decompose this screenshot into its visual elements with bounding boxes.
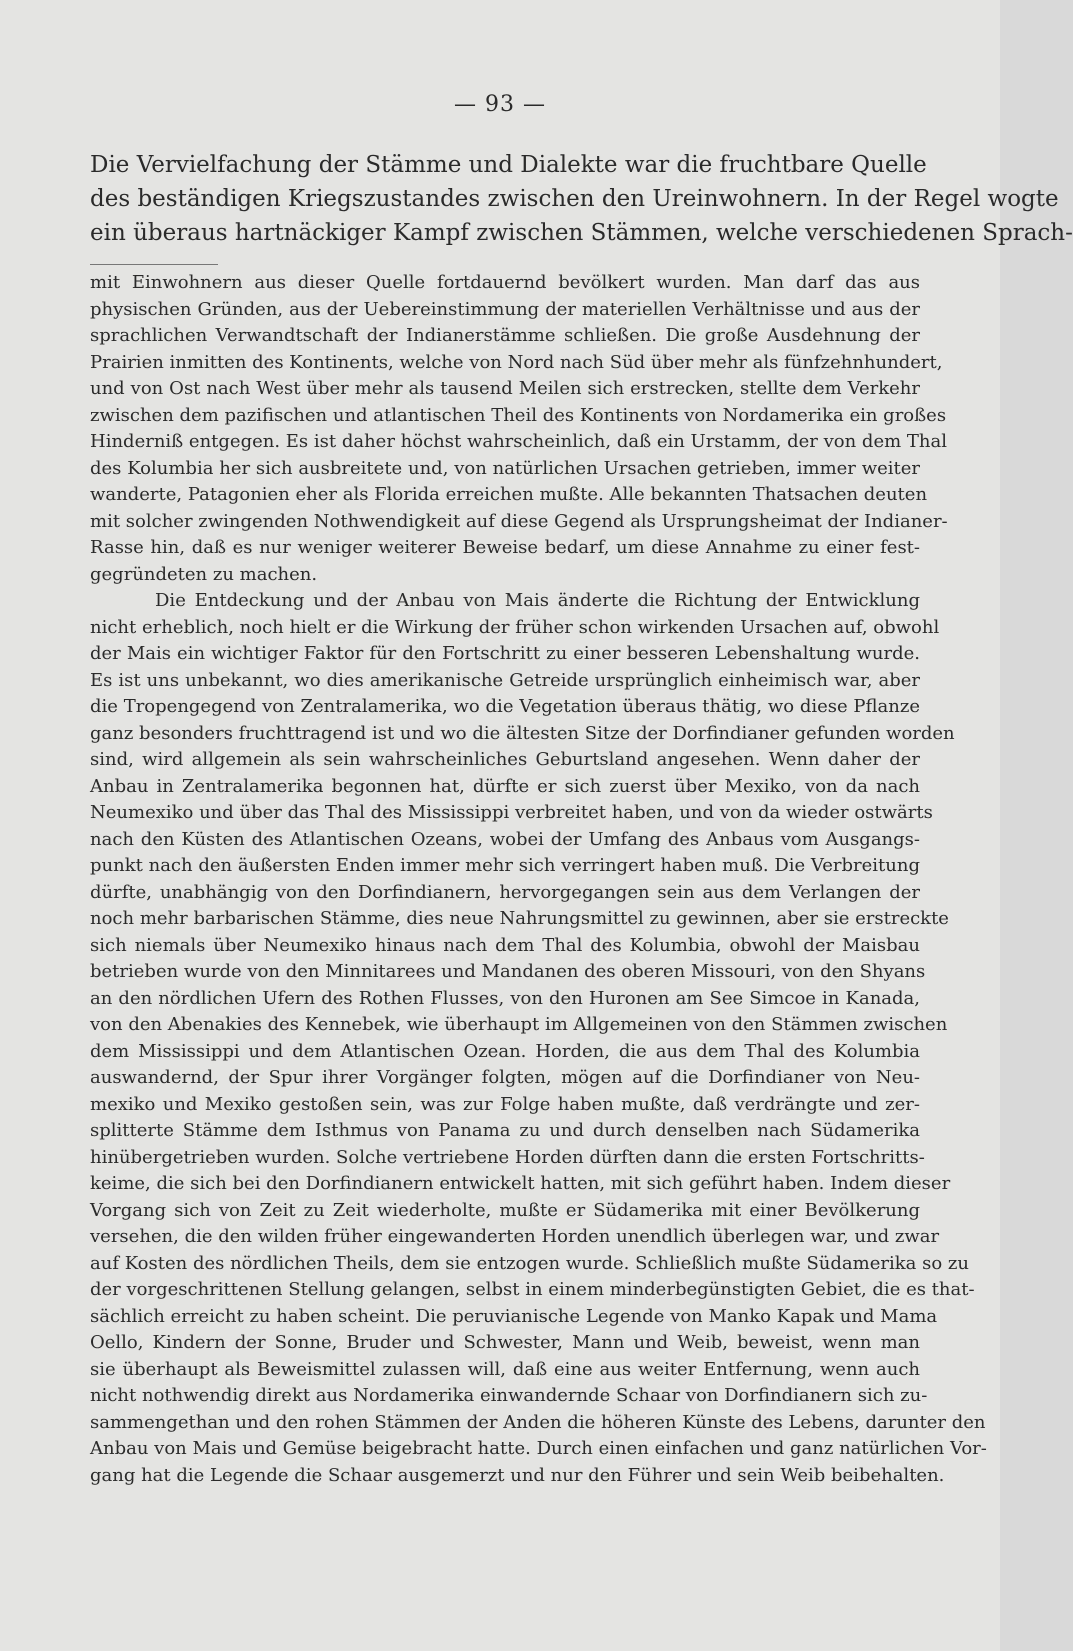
footnote-line: der Mais ein wichtiger Faktor für den Fortschritt zu einer besseren Lebenshaltung wurde. [90,643,920,664]
footnote-line: mexiko und Mexiko gestoßen sein, was zur Folge haben mußte, daß verdrängte und zer- [90,1093,920,1115]
footnote-line: nicht nothwendig direkt aus Nordamerika einwandernde Schaar von Dorfindianern sich zu- [90,1385,928,1406]
footnote-line: von den Abenakies des Kennebek, wie überhaupt im Allgemeinen von den Stämmen zwischen [90,1014,948,1035]
footnote-line: nicht erheblich, noch hielt er die Wirkung der früher schon wirkenden Ursachen auf, obwohl [90,616,940,638]
page-number: — 93 — [454,92,546,117]
footnote-line: Anbau in Zentralamerika begonnen hat, dürfte er sich zuerst über Mexiko, von da nach [90,775,920,797]
footnote-divider [90,264,218,265]
footnote-line: gang hat die Legende die Schaar ausgemerzt und nur den Führer und sein Weib beibehalten. [90,1464,945,1486]
main-text-line: ein überaus hartnäckiger Kampf zwischen Stämmen, welche verschiedenen Sprach- [90,220,1073,246]
footnote-line: auswandernd, der Spur ihrer Vorgänger folgten, mögen auf die Dorfindianer von Neu- [90,1067,920,1088]
footnote-line: an den nördlichen Ufern des Rothen Flusses, von den Huronen am See Simcoe in Kanada, [90,987,920,1009]
footnote-line: auf Kosten des nördlichen Theils, dem sie entzogen wurde. Schließlich mußte Südamerika so zu [90,1252,969,1274]
footnote-line: keime, die sich bei den Dorfindianern entwickelt hatten, mit sich geführt haben. Indem dieser [90,1173,951,1194]
footnote-line: mit Einwohnern aus dieser Quelle fortdauernd bevölkert wurden. Man darf das aus [90,272,920,293]
footnote-line: dürfte, unabhängig von den Dorfindianern, hervorgegangen sein aus dem Verlangen der [90,881,920,903]
footnote-line: der vorgeschrittenen Stellung gelangen, selbst in einem minderbegünstigten Gebiet, die es that- [90,1279,975,1300]
footnote-line: sächlich erreicht zu haben scheint. Die peruvianische Legende von Manko Kapak und Mama [90,1305,938,1327]
footnote-line: Es ist uns unbekannt, wo dies amerikanische Getreide ursprünglich einheimisch war, aber [90,669,920,691]
footnote-line: Oello, Kindern der Sonne, Bruder und Schwester, Mann und Weib, beweist, wenn man [90,1332,920,1353]
footnote-line: Die Entdeckung und der Anbau von Mais änderte die Richtung der Entwicklung [155,590,920,611]
footnote-line: sie überhaupt als Beweismittel zulassen will, daß eine aus weiter Entfernung, wenn auch [90,1358,920,1380]
footnote-line: ganz besonders fruchttragend ist und wo die ältesten Sitze der Dorfindianer gefunden worden [90,722,955,744]
footnote-line: sind, wird allgemein als sein wahrscheinliches Geburtsland angesehen. Wenn daher der [90,749,920,770]
footnote-line: versehen, die den wilden früher eingewanderten Horden unendlich überlegen war, und zwar [90,1226,940,1247]
footnote-line: mit solcher zwingenden Nothwendigkeit auf diese Gegend als Ursprungsheimat der Indianer- [90,510,948,532]
footnote-line: sprachlichen Verwandtschaft der Indianerstämme schließen. Die große Ausdehnung der [90,325,920,346]
footnote-line: hinübergetrieben wurden. Solche vertriebene Horden dürften dann die ersten Fortschritts- [90,1146,925,1168]
footnote-line: Rasse hin, daß es nur weniger weiterer Beweise bedarf, um diese Annahme zu einer fest- [90,537,920,558]
footnote-line: punkt nach den äußersten Enden immer mehr sich verringert haben muß. Die Verbreitung [90,855,920,876]
footnote-line: dem Mississippi und dem Atlantischen Ozean. Horden, die aus dem Thal des Kolumbia [90,1040,920,1062]
footnote-line: noch mehr barbarischen Stämme, dies neue Nahrungsmittel zu gewinnen, aber sie erstreckte [90,908,949,929]
footnote-line: und von Ost nach West über mehr als tausend Meilen sich erstrecken, stellte dem Verkehr [90,378,920,399]
footnote-line: betrieben wurde von den Minnitarees und Mandanen des oberen Missouri, von den Shyans [90,961,926,982]
footnote-line: Prairien inmitten des Kontinents, welche von Nord nach Süd über mehr als fünfzehnhundert, [90,351,943,373]
footnote-line: zwischen dem pazifischen und atlantischen Theil des Kontinents von Nordamerika ein großes [90,404,947,426]
footnote-line: gegründeten zu machen. [90,563,318,585]
footnote-line: Neumexiko und über das Thal des Mississippi verbreitet haben, und von da wieder ostwärts [90,802,933,823]
footnote-line: Anbau von Mais und Gemüse beigebracht hatte. Durch einen einfachen und ganz natürlichen Vor- [90,1438,987,1459]
footnote-text [90,270,987,1489]
footnote-line: Hinderniß entgegen. Es ist daher höchst wahrscheinlich, daß ein Urstamm, der von dem Thal [90,431,947,452]
footnote-line: sammengethan und den rohen Stämmen der Anden die höheren Künste des Lebens, darunter den [90,1411,986,1433]
footnote-line: des Kolumbia her sich ausbreitete und, von natürlichen Ursachen getrieben, immer weiter [90,457,920,479]
footnote-line: nach den Küsten des Atlantischen Ozeans, wobei der Umfang des Anbaus vom Ausgangs- [90,828,920,850]
footnote-line: physischen Gründen, aus der Uebereinstimmung der materiellen Verhältnisse und aus der [90,298,920,320]
footnote-line: wanderte, Patagonien eher als Florida erreichen mußte. Alle bekannten Thatsachen deuten [90,484,928,505]
main-text [90,148,1073,250]
footnote-line: sich niemals über Neumexiko hinaus nach dem Thal des Kolumbia, obwohl der Maisbau [90,934,920,956]
main-text-line: des beständigen Kriegszustandes zwischen den Ureinwohnern. In der Regel wogte [90,186,1059,212]
main-text-line: Die Vervielfachung der Stämme und Dialekte war die fruchtbare Quelle [90,152,927,178]
footnote-line: Vorgang sich von Zeit zu Zeit wiederholte, mußte er Südamerika mit einer Bevölkerung [90,1199,920,1221]
footnote-line: splitterte Stämme dem Isthmus von Panama zu und durch denselben nach Südamerika [90,1120,920,1141]
footnote-line: die Tropengegend von Zentralamerika, wo die Vegetation überaus thätig, wo diese Pflanze [90,696,920,717]
